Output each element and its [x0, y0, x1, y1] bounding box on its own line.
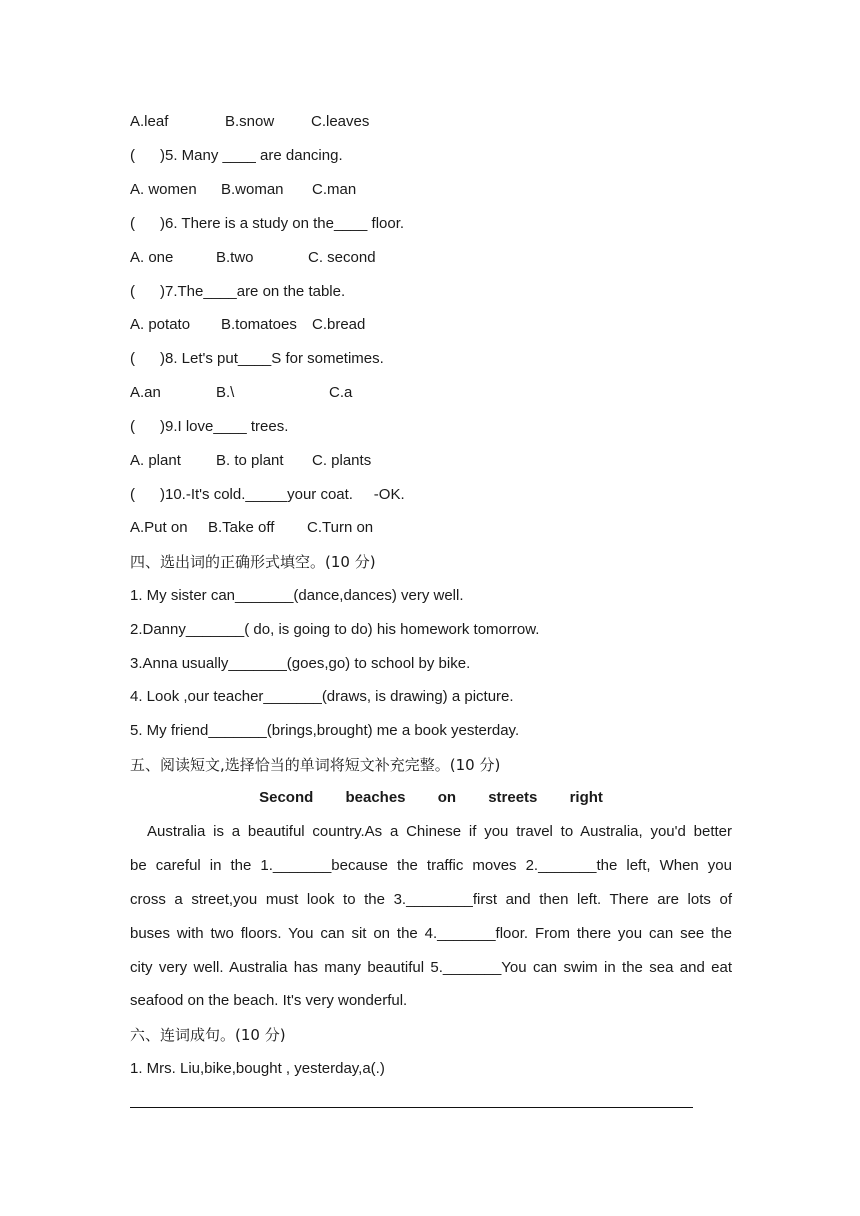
- word-bank-word: beaches: [345, 789, 406, 806]
- q7-option-a: A. potato: [130, 316, 191, 333]
- q6-option-c: C. second: [308, 249, 376, 266]
- passage-line: city very well. Australia has many beautiful 5._______You can swim in the sea and eat: [130, 959, 732, 976]
- section4-item: 5. My friend_______(brings,brought) me a book yesterday.: [130, 722, 520, 739]
- section6-heading: 六、连词成句。(10 分): [130, 1026, 286, 1044]
- q9-option-a: A. plant: [130, 452, 181, 469]
- q8-option-b: B.\: [216, 384, 235, 401]
- section5-heading: 五、阅读短文,选择恰当的单词将短文补充完整。(10 分): [130, 756, 501, 774]
- section4-heading: 四、选出词的正确形式填空。(10 分): [130, 553, 376, 571]
- q5-option-b: B.woman: [221, 181, 284, 198]
- q5-option-c: C.man: [312, 181, 357, 198]
- q7-option-b: B.tomatoes: [221, 316, 297, 333]
- q6-option-b: B.two: [216, 249, 254, 266]
- q7-stem: ( )7.The____are on the table.: [130, 283, 346, 300]
- section4-item: 1. My sister can_______(dance,dances) very well.: [130, 587, 464, 604]
- answer-line[interactable]: [130, 1107, 693, 1108]
- word-bank-word: on: [437, 789, 457, 806]
- section4-item: 3.Anna usually_______(goes,go) to school by bike.: [130, 655, 471, 672]
- q10-option-a: A.Put on: [130, 519, 188, 536]
- passage-line: Australia is a beautiful country.As a Chinese if you travel to Australia, you'd better: [147, 823, 732, 840]
- q10-option-b: B.Take off: [208, 519, 275, 536]
- q4-option-a: A.leaf: [130, 113, 169, 130]
- q6-stem: ( )6. There is a study on the____ floor.: [130, 215, 405, 232]
- passage-line: buses with two floors. You can sit on the 4._______floor. From there you can see the: [130, 925, 732, 942]
- word-bank-word: Second: [259, 789, 314, 806]
- word-bank: [130, 788, 732, 808]
- passage-line: be careful in the 1._______because the traffic moves 2._______the left, When you: [130, 857, 732, 874]
- q10-option-c: C.Turn on: [307, 519, 374, 536]
- q9-option-b: B. to plant: [216, 452, 284, 469]
- q6-option-a: A. one: [130, 249, 174, 266]
- q8-stem: ( )8. Let's put____S for sometimes.: [130, 350, 384, 367]
- q4-option-c: C.leaves: [311, 113, 370, 130]
- q8-option-a: A.an: [130, 384, 161, 401]
- section4-item: 4. Look ,our teacher_______(draws, is drawing) a picture.: [130, 688, 514, 705]
- q10-stem: ( )10.-It's cold._____your coat. -OK.: [130, 486, 405, 503]
- q8-option-c: C.a: [329, 384, 353, 401]
- q4-option-b: B.snow: [225, 113, 275, 130]
- q7-option-c: C.bread: [312, 316, 366, 333]
- q5-stem: ( )5. Many ____ are dancing.: [130, 147, 343, 164]
- passage-line: seafood on the beach. It's very wonderful.: [130, 992, 408, 1009]
- q9-option-c: C. plants: [312, 452, 372, 469]
- word-bank-word: right: [569, 789, 603, 806]
- q5-option-a: A. women: [130, 181, 197, 198]
- section6-item: 1. Mrs. Liu,bike,bought , yesterday,a(.): [130, 1060, 385, 1077]
- passage-line: cross a street,you must look to the 3.________first and then left. There are lots of: [130, 891, 732, 908]
- q9-stem: ( )9.I love____ trees.: [130, 418, 289, 435]
- section4-item: 2.Danny_______( do, is going to do) his homework tomorrow.: [130, 621, 540, 638]
- word-bank-word: streets: [488, 789, 538, 806]
